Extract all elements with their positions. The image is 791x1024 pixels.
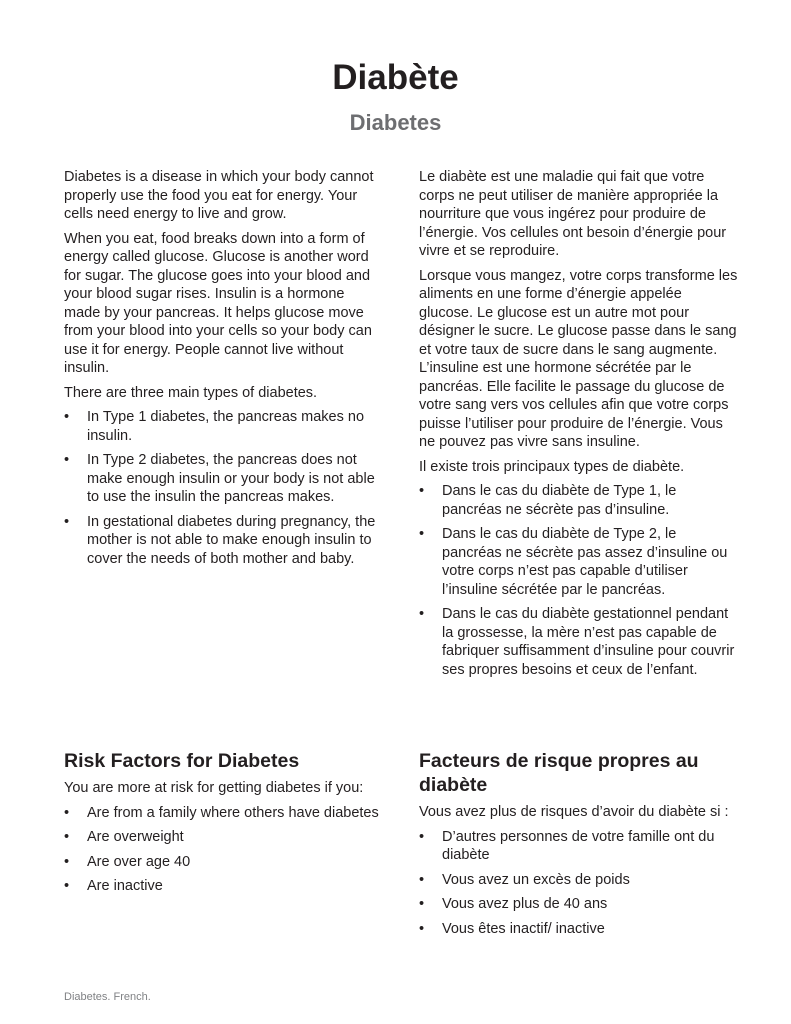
list-item-text: Are inactive xyxy=(87,878,163,894)
english-risk-list xyxy=(64,804,384,896)
english-intro-paragraph-2: When you eat, food breaks down into a form of energy called glucose. Glucose is another word for sugar. The glucose goes into your blood and your blood sugar rises. Insulin is a hormone made by your pancreas. It helps glucose move from your blood into your cells so your body can use it for energy. People cannot live without insulin. xyxy=(64,230,372,376)
french-intro-paragraph-3: Il existe trois principaux types de diabète. xyxy=(419,458,685,475)
list-item xyxy=(64,828,384,847)
french-intro-paragraph-2: Lorsque vous mangez, votre corps transforme les aliments en une forme d’énergie appelée glucose. Le glucose est un autre mot pour désigner le sucre. Le glucose passe dans le sang et votre taux de sucre dans le sang augmente. L’insuline est une hormone sécrétée par le pancréas. Elle facilite le passage du glucose de votre sang vers vos cellules afin que votre corps puisse l’utiliser pour produire de l’énergie. Vous ne pouvez pas vivre sans insuline. xyxy=(419,267,738,450)
list-item-text: Are from a family where others have diabetes xyxy=(87,804,379,821)
french-intro-paragraph-1: Le diabète est une maladie qui fait que votre corps ne peut utiliser de manière appropriée la nourriture que vous ingérez pour produire de l’énergie. Vos cellules ont besoin d’énergie pour vivre et se reproduire. xyxy=(419,169,727,259)
bullet-icon: • xyxy=(419,871,425,888)
english-intro-paragraph-1: Diabetes is a disease in which your body cannot properly use the food you eat for energy. Your cells need energy to live and grow. xyxy=(64,169,374,222)
list-item-text: Vous êtes inactif/ inactive xyxy=(442,920,605,937)
bullet-icon: • xyxy=(64,409,70,425)
list-item xyxy=(64,451,384,507)
bullet-icon: • xyxy=(64,513,70,530)
list-item xyxy=(419,525,739,599)
bullet-icon: • xyxy=(64,829,70,845)
list-item-text: Dans le cas du diabète gestationnel pendant la grossesse, la mère n’est pas capable de fabriquer suffisamment d’insuline pour couvrir ses propres besoins et ceux de l’enfant. xyxy=(442,606,735,678)
bullet-icon: • xyxy=(419,526,425,542)
list-item-text: Dans le cas du diabète de Type 2, le pancréas ne sécrète pas assez d’insuline ou votre corps n’est pas capable d’utiliser l’insuline sécrétée par le pancréas. xyxy=(442,526,728,598)
list-item xyxy=(419,828,739,865)
list-item xyxy=(64,804,384,823)
french-risk-section xyxy=(419,749,739,944)
list-item xyxy=(419,605,739,679)
bullet-icon: • xyxy=(64,878,70,894)
list-item-text: Are over age 40 xyxy=(87,853,191,870)
english-risk-heading: Risk Factors for Diabetes xyxy=(64,750,300,772)
bullet-icon: • xyxy=(419,483,425,499)
bullet-icon: • xyxy=(64,853,70,870)
list-item xyxy=(64,853,384,872)
page-subtitle: Diabetes xyxy=(349,110,442,135)
list-item-text: Vous avez un excès de poids xyxy=(442,871,630,888)
english-intro-column xyxy=(64,168,384,574)
list-item xyxy=(419,895,739,914)
page-title: Diabète xyxy=(332,58,459,97)
french-risk-intro: Vous avez plus de risques d’avoir du diabète si : xyxy=(419,804,729,820)
bullet-icon: • xyxy=(419,896,425,912)
list-item xyxy=(419,871,739,890)
english-types-list xyxy=(64,408,384,568)
english-risk-intro: You are more at risk for getting diabetes if you: xyxy=(64,780,364,796)
english-intro-paragraph-3: There are three main types of diabetes. xyxy=(64,384,318,401)
bullet-icon: • xyxy=(419,920,425,937)
list-item xyxy=(64,877,384,896)
page-footer: Diabetes. French. xyxy=(64,991,151,1003)
list-item-text: In Type 1 diabetes, the pancreas makes no insulin. xyxy=(87,409,365,444)
bullet-icon: • xyxy=(64,452,70,468)
list-item-text: In gestational diabetes during pregnancy, the mother is not able to make enough insulin to cover the needs of both mother and baby. xyxy=(87,513,376,567)
list-item-text: Dans le cas du diabète de Type 1, le pancréas ne sécrète pas d’insuline. xyxy=(442,483,677,518)
french-intro-column xyxy=(419,168,739,685)
bullet-icon: • xyxy=(64,804,70,821)
english-risk-section xyxy=(64,749,384,902)
french-risk-list xyxy=(419,828,739,939)
list-item xyxy=(419,920,739,939)
bullet-icon: • xyxy=(419,828,425,845)
list-item xyxy=(419,482,739,519)
list-item xyxy=(64,408,384,445)
french-risk-heading: Facteurs de risque propres au diabète xyxy=(419,750,699,796)
list-item-text: D’autres personnes de votre famille ont du diabète xyxy=(442,828,715,863)
list-item-text: In Type 2 diabetes, the pancreas does not make enough insulin or your body is not able to use the insulin the pancreas makes. xyxy=(87,452,375,505)
list-item-text: Are overweight xyxy=(87,829,184,845)
list-item xyxy=(64,513,384,569)
french-types-list xyxy=(419,482,739,679)
list-item-text: Vous avez plus de 40 ans xyxy=(442,896,608,912)
bullet-icon: • xyxy=(419,606,425,622)
